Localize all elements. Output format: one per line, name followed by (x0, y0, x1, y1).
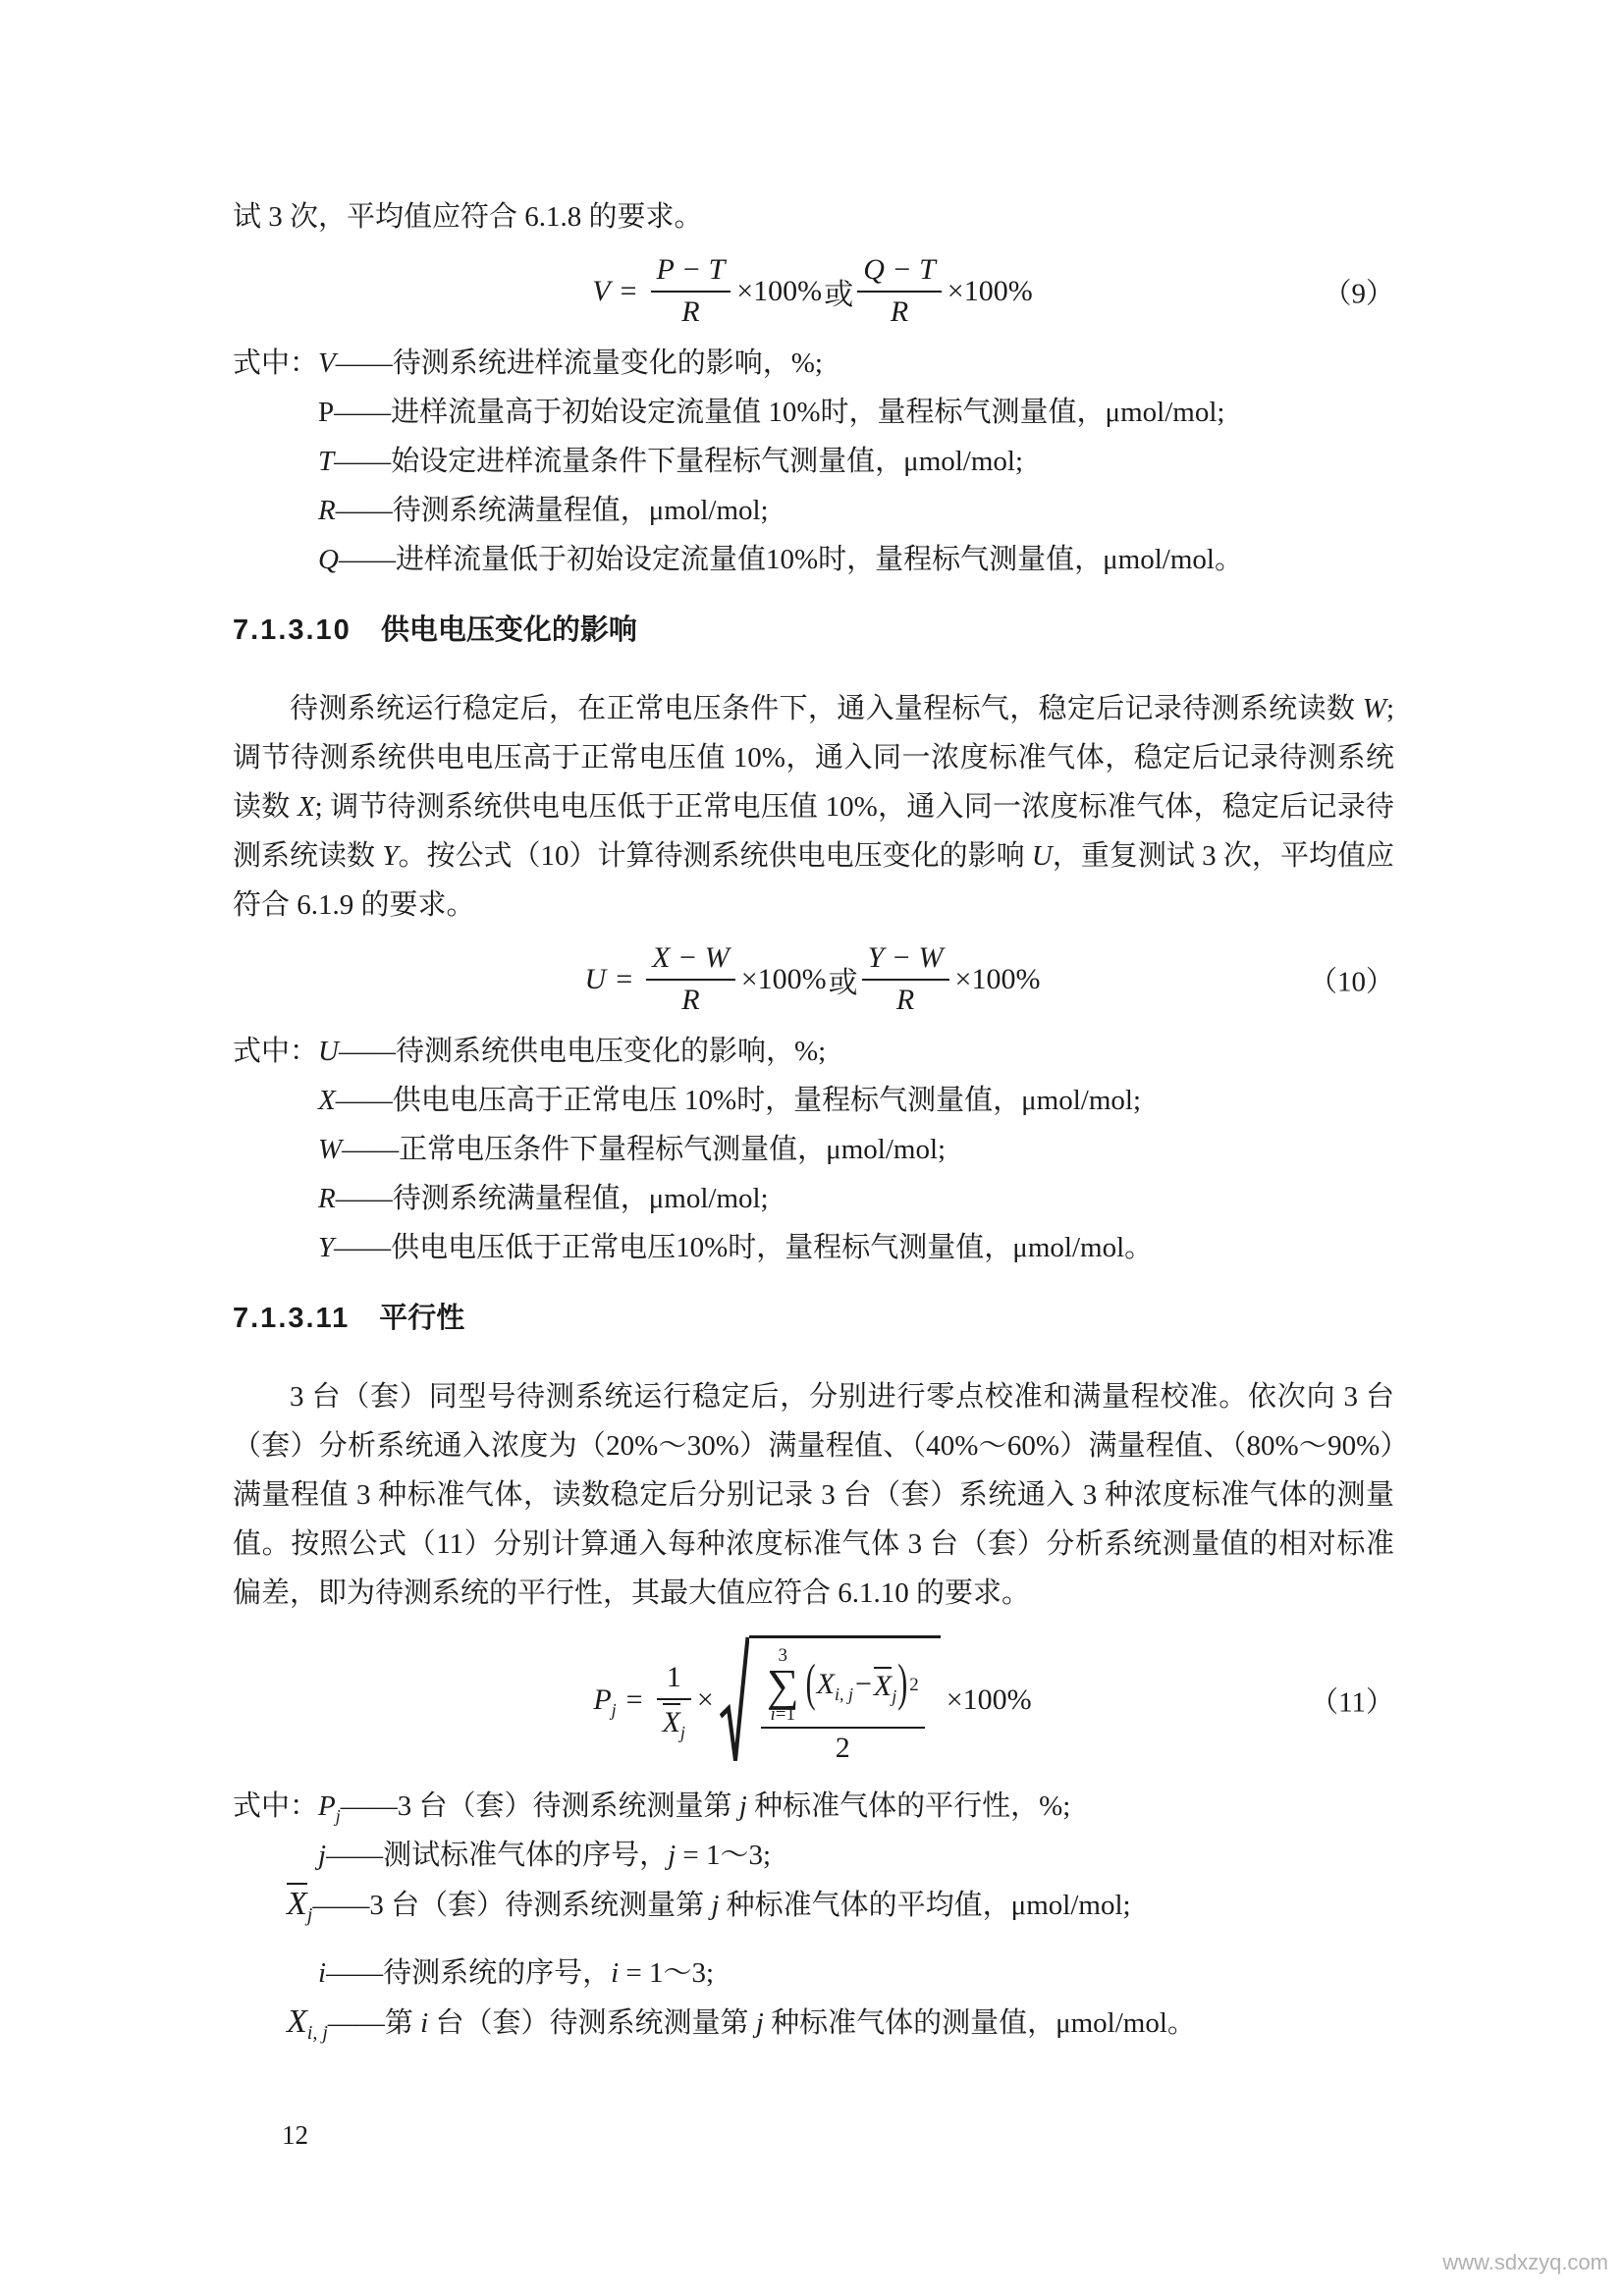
where-label: 式中： (233, 347, 319, 379)
definition-list-10 (233, 1027, 1394, 1272)
fraction: $\frac{P - T}{R}$ (651, 253, 731, 329)
formula-11-body (593, 1635, 1033, 1766)
symbol-description: ——待测系统满量程值，μmol/mol; (335, 1183, 769, 1214)
symbol: R (318, 1183, 336, 1214)
symbol-description: ——进样流量高于初始设定流量值 10%时，量程标气测量值，μmol/mol; (334, 397, 1225, 428)
symbol-description: ——供电电压高于正常电压 10%时，量程标气测量值，μmol/mol; (335, 1085, 1142, 1116)
definition-list-9 (233, 339, 1394, 584)
definition-row (233, 1998, 1394, 2066)
page-number: 12 (282, 2120, 308, 2150)
symbol-description: ——待测系统进样流量变化的影响，%; (335, 347, 823, 379)
formula-9 (233, 253, 1394, 329)
formula-10-number: （10） (1308, 966, 1394, 997)
definition-row (233, 1949, 1394, 1998)
times-100-percent: ×100% (736, 274, 823, 307)
formula-9-lhs: V (592, 274, 611, 307)
fraction: $\frac{X - W}{R}$ (646, 941, 735, 1017)
formula-11-number: （11） (1310, 1686, 1394, 1719)
symbol: P (318, 397, 335, 428)
section-title: 供电电压变化的影响 (380, 614, 637, 646)
exponent: 2 (909, 1674, 919, 1695)
times-100-percent: ×100% (947, 274, 1033, 307)
fraction-bar (862, 979, 949, 981)
definition-row (233, 1880, 1394, 1949)
paragraph-7-1-3-11: 3 台（套）同型号待测系统运行稳定后，分别进行零点校准和满量程校准。依次向 3 台（套）分析系统通入浓度为（20%～30%）满量程值、（40%～60%）满量程值、（80%～90%）满量程值 3 种标准气体，读数稳定后分别记录 3 台（套）系统通入 3 种浓度标准气体的测量值。按照公式（11）分别计算通入每种浓度标准气体 3 台（套）分析系统测量值的相对标准偏差，即为待测系统的平行性，其最大值应符合 6.1.10 的要求。 (233, 1381, 1394, 1609)
symbol-description: ——始设定进样流量条件下量程标气测量值，μmol/mol; (334, 446, 1024, 477)
symbol: W (318, 1134, 343, 1165)
definition-row (233, 1027, 1394, 1076)
formula-11 (233, 1635, 1394, 1766)
symbol: j (318, 1839, 327, 1871)
symbol-description: ——第 i 台（套）待测系统测量第 j 种标准气体的测量值，μmol/mol。 (327, 2006, 1196, 2039)
definition-row (233, 1831, 1394, 1880)
or-word: 或 (828, 966, 858, 999)
symbol: $P_j$ (318, 1789, 341, 1826)
definition-row (233, 339, 1394, 388)
section-heading-7-1-3-10 (233, 606, 1394, 655)
radical-sign-icon (720, 1635, 749, 1766)
fraction-bar (651, 291, 731, 293)
times-sign: × (696, 1683, 714, 1717)
definition-row (233, 388, 1394, 437)
symbol-description: ——待测系统供电电压变化的影响，%; (338, 1036, 827, 1067)
fraction: 3 ∑ i=1 ( $X_{i, j}$ − $X_j$ ) 2 2 (761, 1646, 925, 1766)
symbol-description: ——正常电压条件下量程标气测量值，μmol/mol; (342, 1134, 947, 1165)
definition-row (233, 486, 1394, 535)
times-100-percent: ×100% (740, 962, 827, 995)
symbol: R (318, 495, 336, 526)
symbol: U (318, 1036, 339, 1067)
times-100-percent: ×100% (954, 962, 1041, 995)
symbol: T (318, 446, 335, 477)
section-heading-7-1-3-11 (233, 1294, 1394, 1343)
symbol-description: ——测试标准气体的序号，j = 1～3; (326, 1839, 772, 1871)
watermark: www.sdxzyq.com (1442, 2250, 1608, 2274)
paragraph-7-1-3-10: 待测系统运行稳定后，在正常电压条件下，通入量程标气，稳定后记录待测系统读数 W; 调节待测系统供电电压高于正常电压值 10%，通入同一浓度标准气体，稳定后记录待测系统读数 X; 调节待测系统供电电压低于正常电压值 10%，通入同一浓度标准气体，稳定后记录待测系统读数 Y。按公式（10）计算待测系统供电电压变化的影响 U，重复测试 3 次，平均值应符合 6.1.9 的要求。 (233, 693, 1394, 921)
open-paren: ( (805, 1655, 816, 1713)
square-root (720, 1635, 941, 1766)
close-paren: ) (897, 1655, 908, 1713)
fraction-bar (657, 1698, 691, 1700)
definition-row (233, 1782, 1394, 1831)
symbol-description: ——进样流量低于初始设定流量值10%时，量程标气测量值，μmol/mol。 (338, 544, 1243, 575)
symbol: $X_{i, j}$ (287, 2002, 328, 2044)
definition-row (233, 1174, 1394, 1223)
formula-9-body (592, 253, 1034, 329)
formula-10-body (585, 941, 1043, 1017)
symbol-description: ——3 台（套）待测系统测量第 j 种标准气体的平行性，%; (340, 1789, 1071, 1822)
symbol-description: ——3 台（套）待测系统测量第 j 种标准气体的平均值，μmol/mol; (312, 1889, 1131, 1921)
formula-10 (233, 941, 1394, 1017)
where-label: 式中： (233, 1036, 319, 1067)
equals-sign: = (625, 1683, 643, 1717)
section-number: 7.1.3.11 (233, 1303, 351, 1334)
fraction-bar (761, 1727, 925, 1729)
fraction-bar (857, 291, 942, 293)
symbol-description: ——待测系统的序号，i = 1～3; (326, 1956, 715, 1989)
summation-sign: 3 ∑ i=1 (766, 1645, 799, 1726)
definition-row (233, 1125, 1394, 1174)
formula-11-lhs: $P_j$ (593, 1683, 617, 1721)
section-title: 平行性 (379, 1303, 465, 1334)
symbol: X (318, 1085, 336, 1116)
fraction: $\frac{1}{X_j}$ (657, 1661, 691, 1739)
definition-row (233, 1076, 1394, 1125)
definition-row (233, 437, 1394, 486)
fraction: $\frac{Y - W}{R}$ (862, 941, 949, 1017)
equals-sign: = (620, 274, 637, 307)
symbol: Q (318, 544, 339, 575)
intro-line: 试 3 次，平均值应符合 6.1.8 的要求。 (233, 201, 703, 233)
symbol-description: ——供电电压低于正常电压10%时，量程标气测量值，μmol/mol。 (334, 1232, 1154, 1263)
symbol-description: ——待测系统满量程值，μmol/mol; (335, 495, 769, 526)
definition-row (233, 535, 1394, 584)
fraction: $\frac{Q - T}{R}$ (857, 253, 942, 329)
where-label: 式中： (233, 1789, 319, 1822)
symbol: V (318, 347, 336, 379)
fraction-bar (646, 979, 735, 981)
or-word: 或 (824, 278, 854, 311)
symbol: i (318, 1956, 327, 1989)
page-content (233, 192, 1394, 2066)
definition-list-11 (233, 1782, 1394, 2066)
formula-10-lhs: U (584, 962, 607, 995)
minus-sign: − (854, 1668, 872, 1701)
section-number: 7.1.3.10 (233, 614, 352, 646)
symbol: Y (318, 1232, 335, 1263)
definition-row (233, 1223, 1394, 1272)
symbol: $X_j$ (287, 1880, 312, 1929)
equals-sign: = (616, 962, 633, 995)
times-100-percent: ×100% (946, 1683, 1032, 1717)
formula-9-number: （9） (1323, 278, 1394, 309)
